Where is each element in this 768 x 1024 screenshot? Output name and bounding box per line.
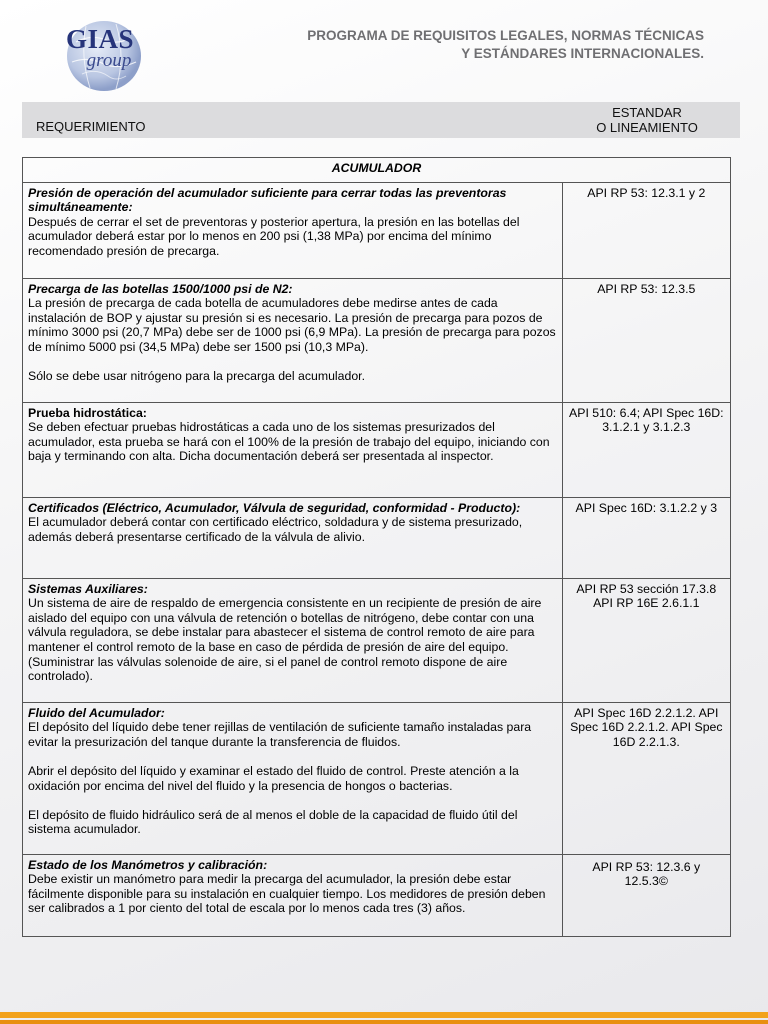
- requirement-cell: [23, 578, 563, 702]
- footer-stripes: [0, 1004, 768, 1024]
- requirement-text: Abrir el depósito del líquido y examinar el estado del fluido de control. Preste atención a la oxidación por encima del nivel del fluido y la presencia de hongos o bacterias.: [28, 763, 519, 793]
- table-row: [23, 702, 731, 854]
- standard-header-line-1: ESTANDAR: [612, 105, 682, 120]
- program-title: [244, 27, 704, 63]
- requirement-cell: [23, 182, 563, 278]
- standard-header-line-2: O LINEAMIENTO: [596, 120, 698, 135]
- table-row: [23, 278, 731, 402]
- standard-reference: API 510: 6.4; API Spec 16D: 3.1.2.1 y 3.1.2.3: [562, 402, 730, 497]
- logo-subtitle: group: [86, 50, 132, 71]
- requirement-text: La presión de precarga de cada botella de acumuladores debe medirse antes de cada instalación de BOP y ajustar su presión si es necesario. La presión de precarga para pozos de mínimo 3000 psi (20,7 MPa) debe ser de 1000 psi (6,9 MPa). La presión de precarga para pozos de mínimo 5000 psi (34,5 MPa) debe ser 1500 psi (10,3 MPa).: [28, 296, 556, 354]
- table-row: [23, 182, 731, 278]
- requirement-column-header: REQUERIMIENTO: [36, 119, 146, 134]
- requirement-text: El depósito de fluido hidráulico será de al menos el doble de la capacidad de fluido útil del sistema acumulador.: [28, 807, 518, 837]
- requirement-text: Sólo se debe usar nitrógeno para la precarga del acumulador.: [28, 369, 366, 384]
- program-title-line-1: PROGRAMA DE REQUISITOS LEGALES, NORMAS TÉCNICAS: [307, 28, 704, 43]
- requirement-heading: Sistemas Auxiliares:: [28, 581, 148, 596]
- standard-reference: API RP 53: 12.3.5: [562, 278, 730, 402]
- requirement-cell: [23, 278, 563, 402]
- requirement-text: El acumulador deberá contar con certificado eléctrico, soldadura y de sistema presurizado, además deberá presentarse certificado de la válvula de alivio.: [28, 515, 523, 544]
- logo-wordmark: GIAS: [65, 24, 135, 54]
- footer-stripe-upper: [0, 1012, 768, 1018]
- standard-column-header: [582, 105, 712, 135]
- requirement-heading: Precarga de las botellas 1500/1000 psi de N2:: [28, 281, 293, 296]
- requirement-text: Debe existir un manómetro para medir la precarga del acumulador, la presión debe estar fácilmente disponible para su instalación en cualquier tiempo. Los medidores de presión deben ser calibrados a 1 por ciento del total de escala por lo menos cada tres (3) años.: [28, 872, 546, 916]
- table-row: [23, 854, 731, 936]
- standard-reference: API RP 53: 12.3.1 y 2: [562, 182, 730, 278]
- requirement-text: Después de cerrar el set de preventoras y posterior apertura, la presión en las botellas del acumulador deberá estar por lo menos en 200 psi (1,38 MPa) por encima del mínimo recomendado presión de precarga.: [28, 214, 520, 258]
- gias-group-logo: [56, 12, 146, 94]
- requirement-cell: [23, 497, 563, 578]
- requirement-cell: [23, 854, 563, 936]
- section-header-row: [23, 158, 731, 183]
- requirement-cell: [23, 402, 563, 497]
- requirement-heading: Presión de operación del acumulador suficiente para cerrar todas las preventoras simultáneamente:: [28, 185, 507, 215]
- section-title: ACUMULADOR: [23, 158, 731, 183]
- standard-reference: API RP 53: 12.3.6 y 12.5.3©: [562, 854, 730, 936]
- requirement-text: Se deben efectuar pruebas hidrostáticas a cada uno de los sistemas presurizados del acumulador, esta prueba se hará con el 100% de la presión de trabajo del equipo, iniciando con baja y terminando con alta. Dicha documentación deberá ser presentada al inspector.: [28, 420, 550, 464]
- requirement-cell: [23, 702, 563, 854]
- standard-reference: API Spec 16D 2.2.1.2. API Spec 16D 2.2.1.2. API Spec 16D 2.2.1.3.: [562, 702, 730, 854]
- requirement-text: El depósito del líquido debe tener rejillas de ventilación de suficiente tamaño instaladas para evitar la presurización del tanque durante la transferencia de fluidos.: [28, 720, 532, 749]
- requirement-heading: Prueba hidrostática:: [28, 405, 147, 420]
- table-row: [23, 578, 731, 702]
- requirement-heading: Fluido del Acumulador:: [28, 705, 165, 720]
- table-row: [23, 497, 731, 578]
- footer-stripe-lower: [0, 1020, 768, 1024]
- standard-reference: API RP 53 sección 17.3.8 API RP 16E 2.6.1.1: [562, 578, 730, 702]
- requirement-heading: Estado de los Manómetros y calibración:: [28, 857, 268, 872]
- table-row: [23, 402, 731, 497]
- program-title-line-2: Y ESTÁNDARES INTERNACIONALES.: [461, 46, 704, 61]
- column-header-band: [22, 102, 740, 138]
- standard-reference: API Spec 16D: 3.1.2.2 y 3: [562, 497, 730, 578]
- requirements-table: [22, 157, 731, 937]
- requirement-text: Un sistema de aire de respaldo de emergencia consistente en un recipiente de presión de aire aislado del equipo con una válvula de retención o botellas de nitrógeno, debe contar con una válvula reguladora, se debe instalar para abastecer el sistema de control remoto de aire para mantener el control remoto de la base en caso de pérdida de presión de aire del equipo. (Suministrar las válvulas solenoide de aire, si el panel de control remoto dispone de aire controlado).: [28, 596, 542, 684]
- requirement-heading: Certificados (Eléctrico, Acumulador, Válvula de seguridad, conformidad - Producto):: [28, 500, 521, 515]
